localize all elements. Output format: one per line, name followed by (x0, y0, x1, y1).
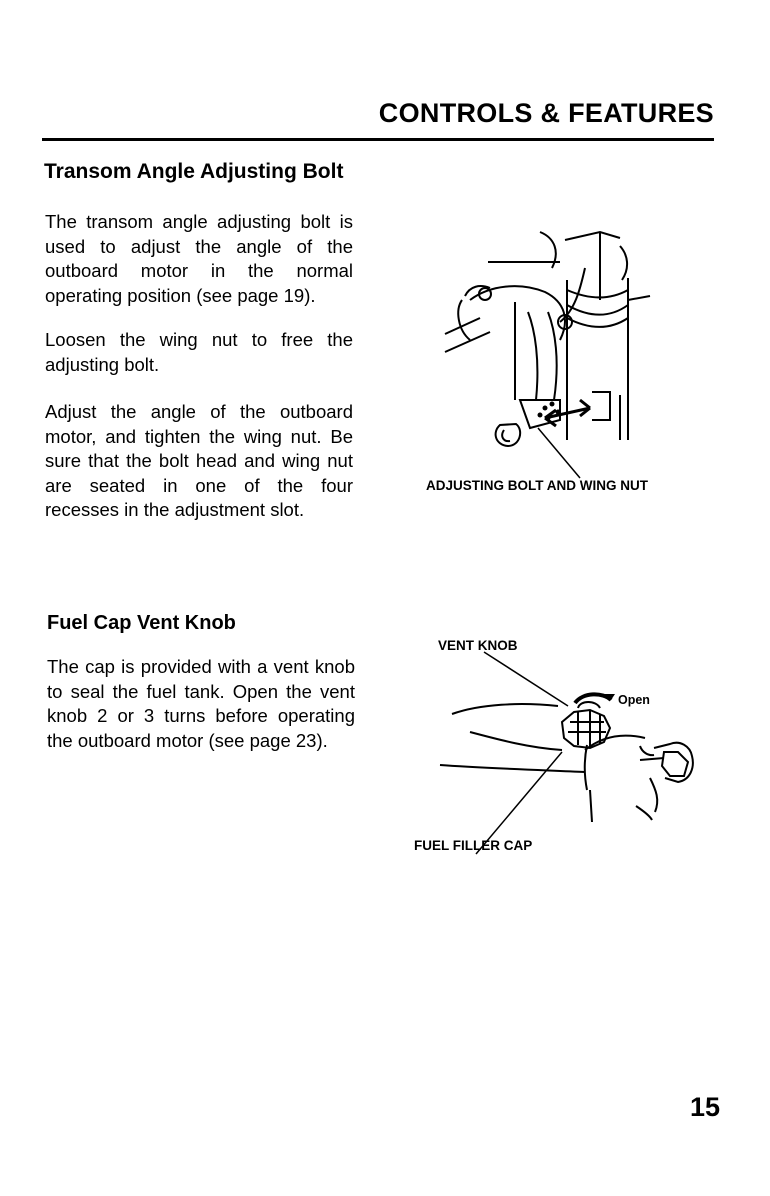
transom-paragraph-3: Adjust the angle of the outboard motor, and tighten the wing nut. Be sure that the bolt head and wing nut are seated in one of the four recesses in the adjustment slot. (45, 401, 353, 520)
fuel-cap-heading: Fuel Cap Vent Knob (47, 612, 236, 634)
fuel-filler-cap-label: FUEL FILLER CAP (414, 838, 533, 853)
vent-knob-label: VENT KNOB (438, 638, 518, 653)
section-title: CONTROLS & FEATURES (378, 98, 714, 128)
fuel-cap-paragraph: The cap is provided with a vent knob to seal the fuel tank. Open the vent knob 2 or 3 turns before operating the outboard motor (see page 23). (47, 656, 355, 751)
open-direction-label: Open (618, 693, 650, 707)
page-number: 15 (689, 1092, 720, 1122)
transom-paragraph-1: The transom angle adjusting bolt is used to adjust the angle of the outboard motor in the normal operating position (see page 19). (45, 211, 353, 306)
adjusting-bolt-caption: ADJUSTING BOLT AND WING NUT (426, 478, 648, 493)
transom-heading: Transom Angle Adjusting Bolt (44, 160, 344, 183)
transom-paragraph-2: Loosen the wing nut to free the adjusting bolt. (45, 329, 353, 375)
